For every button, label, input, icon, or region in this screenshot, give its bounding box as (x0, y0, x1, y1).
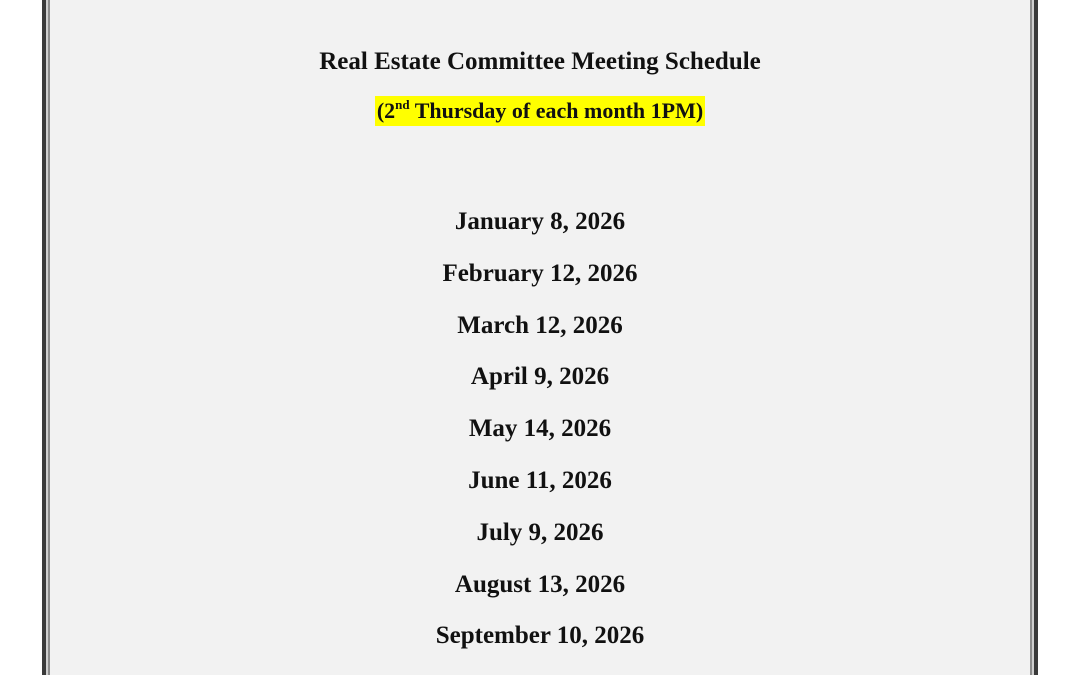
meeting-dates-list (46, 203, 1034, 669)
meeting-date: June 11, 2026 (468, 466, 612, 494)
schedule-page (42, 0, 1038, 675)
schedule-title: Real Estate Committee Meeting Schedule (319, 48, 761, 75)
meeting-date: February 12, 2026 (442, 259, 638, 287)
subtitle-rest: Thursday of each month 1PM) (409, 98, 704, 123)
schedule-subtitle-row (46, 96, 1034, 126)
schedule-subtitle-highlight (375, 96, 705, 126)
subtitle-open: (2 (376, 98, 396, 123)
meeting-date: September 10, 2026 (435, 622, 645, 650)
meeting-date: April 9, 2026 (470, 363, 610, 391)
subtitle-ordinal-suffix: nd (395, 97, 410, 112)
meeting-date: August 13, 2026 (454, 570, 626, 598)
meeting-date: January 8, 2026 (454, 208, 626, 235)
meeting-date: July 9, 2026 (476, 518, 604, 546)
meeting-date: May 14, 2026 (468, 415, 612, 443)
meeting-date: March 12, 2026 (457, 311, 623, 339)
